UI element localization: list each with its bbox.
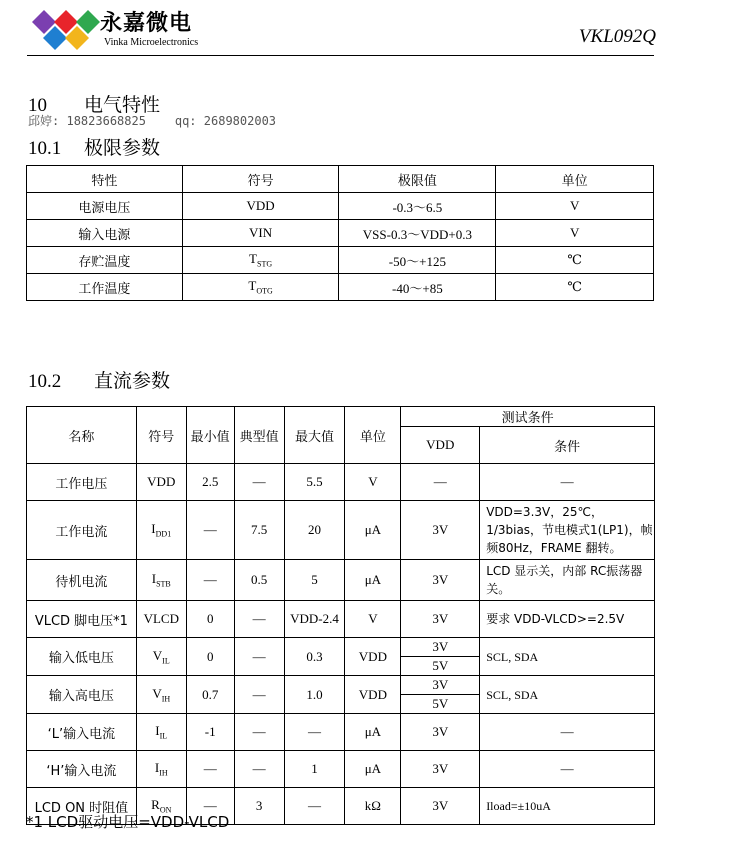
- table-cell: 0.5: [234, 560, 284, 601]
- brand-name-cn: 永嘉微电: [100, 11, 193, 36]
- table-cell: V: [345, 464, 401, 501]
- table-cell: 3V: [401, 638, 480, 657]
- table-cell: LCD 显示关，内部 RC振荡器关。: [480, 560, 655, 601]
- table-row: [27, 560, 655, 601]
- table-cell: μA: [345, 560, 401, 601]
- dc-table: [26, 406, 655, 825]
- table-cell: 输入电源: [27, 220, 183, 247]
- table-cell: $V_{IL}$: [136, 638, 186, 676]
- contact-phone: 18823668825: [66, 114, 146, 128]
- table-header-cell: 典型值: [234, 407, 284, 464]
- table-cell: —: [186, 560, 234, 601]
- table-cell: —: [234, 676, 284, 714]
- table-cell: 0.3: [284, 638, 345, 676]
- table-cell: VDD=3.3V，25℃，1/3bias，节电模式1(LP1)，帧频80Hz，FRAME 翻转。: [480, 501, 655, 560]
- table-cell: VDD-2.4: [284, 601, 345, 638]
- table-cell: Iload=±10uA: [480, 788, 655, 825]
- table-row: [27, 193, 654, 220]
- table-row: [27, 501, 655, 560]
- table-cell: VLCD 脚电压*1: [27, 601, 137, 638]
- table-cell: 电源电压: [27, 193, 183, 220]
- table-cell: —: [234, 601, 284, 638]
- table-cell: 0.7: [186, 676, 234, 714]
- section-number: 10.2: [28, 371, 62, 392]
- table-cell: 要求 VDD-VLCD>=2.5V: [480, 601, 655, 638]
- table-cell: —: [480, 714, 655, 751]
- table-cell: 0: [186, 601, 234, 638]
- table-cell: VLCD: [136, 601, 186, 638]
- table-header-cell: 符号: [182, 166, 339, 193]
- table-cell: VDD: [136, 464, 186, 501]
- table-cell: -0.3～6.5: [339, 193, 496, 220]
- table-cell: -50～+125: [339, 247, 496, 274]
- table-cell: —: [186, 788, 234, 825]
- doc-id: VKL092Q: [578, 26, 656, 47]
- table-row: [27, 220, 654, 247]
- table-cell: —: [186, 751, 234, 788]
- table-cell: VDD: [182, 193, 339, 220]
- table-row: [27, 601, 655, 638]
- table-cell: 工作电流: [27, 501, 137, 560]
- table-cell: 工作温度: [27, 274, 183, 301]
- table-header-cell: 单位: [496, 166, 654, 193]
- table-cell: 0: [186, 638, 234, 676]
- table-cell: 2.5: [186, 464, 234, 501]
- table-header-cell: 最大值: [284, 407, 345, 464]
- table-header-cell: VDD: [401, 427, 480, 464]
- table-cell: SCL, SDA: [480, 638, 655, 676]
- table-cell: 5V: [401, 657, 480, 676]
- footnote: *1 LCD驱动电压=VDD-VLCD: [26, 813, 230, 831]
- table-row: [27, 676, 655, 695]
- table-row: [27, 274, 654, 301]
- table-header-cell: 测试条件: [401, 407, 655, 427]
- table-header-cell: 名称: [27, 407, 137, 464]
- table-cell: LCD ON 时阻值: [27, 788, 137, 825]
- section-number: 10.1: [28, 138, 62, 159]
- limits-table: [26, 165, 654, 301]
- table-cell: 工作电压: [27, 464, 137, 501]
- table-header-cell: 条件: [480, 427, 655, 464]
- table-cell: μA: [345, 751, 401, 788]
- table-header-row: [27, 407, 655, 427]
- table-header-cell: 符号: [136, 407, 186, 464]
- table-cell: $I_{DD1}$: [136, 501, 186, 560]
- table-cell: ‘L’输入电流: [27, 714, 137, 751]
- table-cell: 5V: [401, 695, 480, 714]
- table-cell: $T_{STG}$: [182, 247, 339, 274]
- table-cell: 20: [284, 501, 345, 560]
- table-cell: 5.5: [284, 464, 345, 501]
- table-cell: —: [234, 638, 284, 676]
- table-cell: μA: [345, 501, 401, 560]
- table-cell: ℃: [496, 274, 654, 301]
- section-title: 极限参数: [84, 137, 161, 159]
- contact-line: 邱婷: 18823668825 qq: 2689802003: [28, 114, 277, 128]
- table-header-cell: 单位: [345, 407, 401, 464]
- table-row: [27, 714, 655, 751]
- table-cell: VDD: [345, 638, 401, 676]
- table-row: [27, 638, 655, 657]
- table-cell: —: [284, 714, 345, 751]
- contact-qq: 2689802003: [203, 114, 277, 128]
- table-cell: kΩ: [345, 788, 401, 825]
- table-cell: 3V: [401, 751, 480, 788]
- section-10-2-heading: [28, 366, 170, 393]
- table-row: [27, 247, 654, 274]
- table-cell: 存贮温度: [27, 247, 183, 274]
- table-cell: 3V: [401, 560, 480, 601]
- table-cell: -40～+85: [339, 274, 496, 301]
- table-cell: 3: [234, 788, 284, 825]
- table-cell: V: [345, 601, 401, 638]
- table-cell: —: [401, 464, 480, 501]
- table-cell: $R_{ON}$: [136, 788, 186, 825]
- table-cell: —: [186, 501, 234, 560]
- table-cell: 输入高电压: [27, 676, 137, 714]
- header-rule: [27, 55, 654, 56]
- section-number: 10: [28, 95, 47, 116]
- table-cell: VSS-0.3～VDD+0.3: [339, 220, 496, 247]
- table-cell: —: [234, 751, 284, 788]
- table-cell: 1: [284, 751, 345, 788]
- section-10-1-heading: [28, 133, 160, 160]
- table-header-cell: 极限值: [339, 166, 496, 193]
- table-header-cell: 最小值: [186, 407, 234, 464]
- table-cell: $T_{OTG}$: [182, 274, 339, 301]
- table-header-cell: 特性: [27, 166, 183, 193]
- table-cell: 3V: [401, 676, 480, 695]
- table-cell: —: [480, 464, 655, 501]
- table-cell: VIN: [182, 220, 339, 247]
- table-cell: μA: [345, 714, 401, 751]
- table-cell: V: [496, 193, 654, 220]
- table-cell: ‘H’输入电流: [27, 751, 137, 788]
- table-cell: —: [234, 464, 284, 501]
- table-cell: $V_{IH}$: [136, 676, 186, 714]
- brand-name-en: Vinka Microelectronics: [104, 37, 199, 48]
- table-cell: 7.5: [234, 501, 284, 560]
- section-title: 电气特性: [84, 94, 161, 116]
- table-cell: VDD: [345, 676, 401, 714]
- table-cell: 5: [284, 560, 345, 601]
- table-header-row: [27, 166, 654, 193]
- table-row: [27, 464, 655, 501]
- table-cell: SCL, SDA: [480, 676, 655, 714]
- table-cell: $I_{IH}$: [136, 751, 186, 788]
- section-title: 直流参数: [94, 370, 171, 392]
- table-cell: $I_{STB}$: [136, 560, 186, 601]
- table-cell: 待机电流: [27, 560, 137, 601]
- table-cell: —: [480, 751, 655, 788]
- table-cell: V: [496, 220, 654, 247]
- table-cell: ℃: [496, 247, 654, 274]
- table-cell: —: [284, 788, 345, 825]
- table-cell: $I_{IL}$: [136, 714, 186, 751]
- table-cell: 输入低电压: [27, 638, 137, 676]
- table-cell: 3V: [401, 601, 480, 638]
- table-cell: —: [234, 714, 284, 751]
- table-cell: 1.0: [284, 676, 345, 714]
- table-cell: -1: [186, 714, 234, 751]
- table-cell: 3V: [401, 714, 480, 751]
- table-cell: 3V: [401, 501, 480, 560]
- table-cell: 3V: [401, 788, 480, 825]
- table-row: [27, 751, 655, 788]
